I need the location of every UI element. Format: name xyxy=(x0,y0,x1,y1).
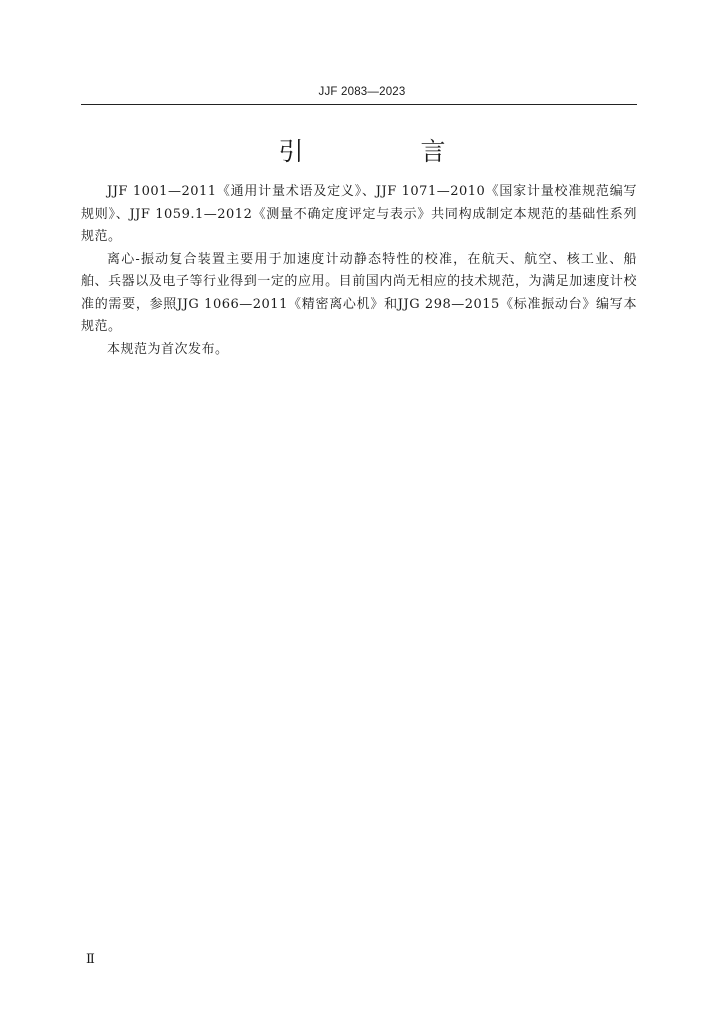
paragraph-1: JJF 1001—2011《通用计量术语及定义》、JJF 1071—2010《国家计量校准规范编写规则》、JJF 1059.1—2012《测量不确定度评定与表示》共同构成制定本规范的基础性系列规范。 xyxy=(81,184,637,244)
paragraph-3: 本规范为首次发布。 xyxy=(107,341,229,357)
page-title: 引 言 xyxy=(278,137,492,166)
body-text xyxy=(81,181,637,361)
header-divider xyxy=(81,104,637,105)
document-code: JJF 2083—2023 xyxy=(318,86,406,98)
paragraph-2: 离心-振动复合装置主要用于加速度计动静态特性的校准，在航天、航空、核工业、船舶、兵器以及电子等行业得到一定的应用。目前国内尚无相应的技术规范，为满足加速度计校准的需要，参照JJG 1066—2011《精密离心机》和JJG 298—2015《标准振动台》编写本规范。 xyxy=(81,251,637,334)
page-number: Ⅱ xyxy=(86,952,95,967)
